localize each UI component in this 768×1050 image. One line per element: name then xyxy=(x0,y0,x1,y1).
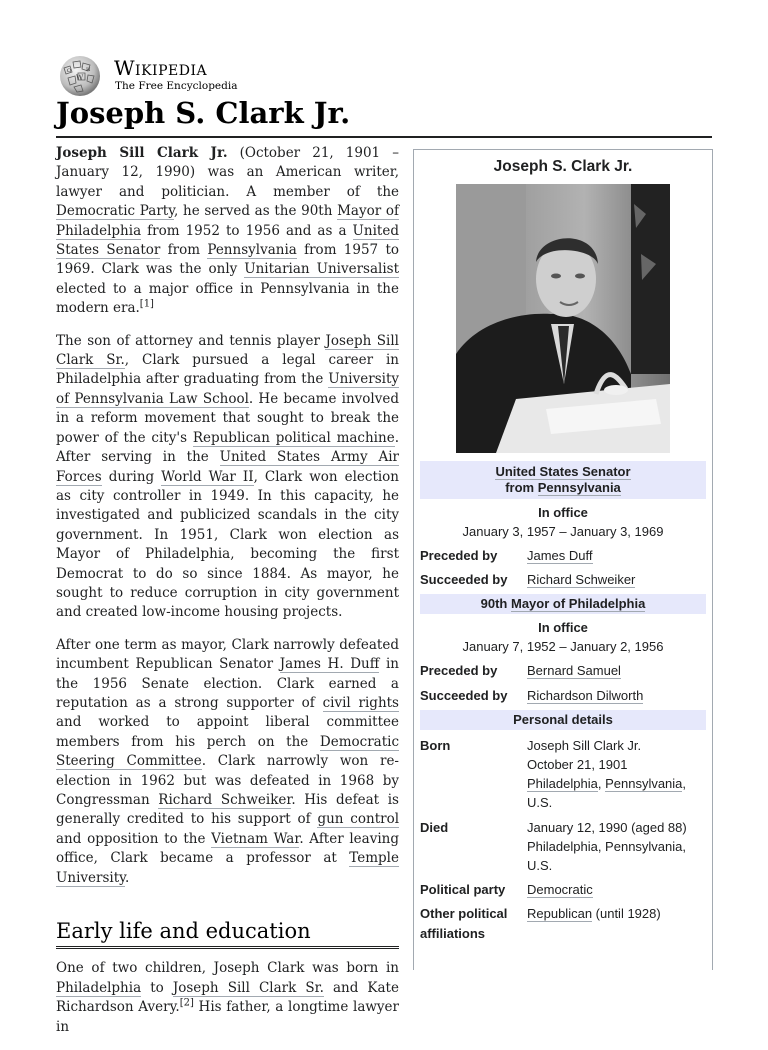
predecessor-link[interactable]: James Duff xyxy=(527,548,593,563)
article-paragraph: The son of attorney and tennis player Joseph Sill Clark Sr., Clark pursued a legal career in Philadelphia after graduating from the University of Pennsylvania Law School. He became involved in a reform movement that sought to break the power of the city's Republican political machine. After serving in the United States Army Air Forces during World War II, Clark won election as city controller in 1949. In this capacity, he investigated and publicized scandals in the city government. In 1951, Clark won election as Mayor of Philadelphia, becoming the first Democrat to do so since 1884. As mayor, he sought to reduce corruption in city government and created low-income housing projects. xyxy=(56,332,400,621)
title-divider xyxy=(56,136,712,138)
born-row xyxy=(420,736,706,813)
wiki-link[interactable]: gun control xyxy=(317,811,400,828)
wiki-link[interactable]: Philadelphia xyxy=(527,776,598,792)
page-title: Joseph S. Clark Jr. xyxy=(56,96,351,130)
wiki-link[interactable]: Pennsylvania xyxy=(537,480,621,495)
subject-name: Joseph Sill Clark Jr. xyxy=(56,145,228,161)
succeeded-label: Succeeded by xyxy=(420,572,508,588)
party-row xyxy=(420,880,706,899)
office-band-mayor: 90th Mayor of Philadelphia xyxy=(420,594,706,614)
site-header xyxy=(56,54,356,98)
wiki-link[interactable]: United States Senator xyxy=(495,464,631,479)
other-affiliations-row xyxy=(420,904,706,942)
wiki-link[interactable]: World War II xyxy=(161,468,254,485)
office-band-senator: United States Senator from Pennsylvania xyxy=(420,461,706,499)
wiki-link[interactable]: Temple University xyxy=(56,850,399,886)
wikipedia-tagline: The Free Encyclopedia xyxy=(115,80,238,92)
died-value: January 12, 1990 (aged 88) Philadelphia, Pennsylvania, U.S. xyxy=(527,819,687,874)
other-affiliations-label: Other political affiliations xyxy=(420,906,508,941)
citation-link[interactable]: [1] xyxy=(139,298,154,310)
successor-link[interactable]: Richard Schweiker xyxy=(527,572,636,588)
article-body xyxy=(56,144,399,1050)
wiki-link[interactable]: Democratic Party xyxy=(56,203,175,220)
preceded-row xyxy=(420,546,706,565)
wiki-link[interactable]: United States Senator xyxy=(56,222,399,259)
died-row xyxy=(420,818,706,876)
wikipedia-globe-icon[interactable] xyxy=(56,54,104,98)
svg-text:W: W xyxy=(76,74,84,82)
born-label: Born xyxy=(420,737,451,753)
infobox-title: Joseph S. Clark Jr. xyxy=(493,158,633,175)
citation-link[interactable]: [2] xyxy=(179,997,194,1009)
succeeded-row xyxy=(420,686,706,705)
party-label: Political party xyxy=(420,882,506,898)
wiki-link[interactable]: civil rights xyxy=(322,694,399,711)
wiki-link[interactable]: University of Pennsylvania Law School xyxy=(56,371,399,407)
in-office-label: In office xyxy=(538,505,588,520)
wiki-link[interactable]: James H. Duff xyxy=(279,656,380,673)
preceded-label: Preceded by xyxy=(420,663,498,679)
preceded-row xyxy=(420,661,706,680)
born-value: Joseph Sill Clark Jr. October 21, 1901 Philadelphia, Pennsylvania, U.S. xyxy=(527,737,687,811)
died-label: Died xyxy=(420,819,449,835)
succeeded-row xyxy=(420,570,706,589)
section-heading: Early life and education xyxy=(56,922,399,949)
wiki-link[interactable]: Mayor of Philadelphia xyxy=(56,203,399,239)
portrait-photo xyxy=(456,184,670,453)
wiki-link[interactable]: Pennsylvania xyxy=(605,776,683,792)
party-link[interactable]: Democratic xyxy=(527,882,593,898)
svg-text:И: И xyxy=(86,67,91,73)
predecessor-link[interactable]: Bernard Samuel xyxy=(527,663,621,679)
in-office-label: In office xyxy=(538,620,588,636)
wiki-link[interactable]: Joseph Sill Clark Sr. xyxy=(172,979,324,996)
wiki-link[interactable]: Vietnam War xyxy=(211,830,300,847)
svg-text:Ω: Ω xyxy=(67,68,72,74)
term-dates: January 3, 1957 – January 3, 1969 xyxy=(462,524,664,539)
infobox xyxy=(413,149,713,970)
wiki-link[interactable]: Philadelphia xyxy=(56,979,142,996)
article-paragraph: After one term as mayor, Clark narrowly defeated incumbent Republican Senator James H. Duff in the 1956 Senate election. Clark earned a reputation as a strong supporter of civil rights and worked to appoint liberal committee members from his perch on the Democratic Steering Committee. Clark narrowly won re-election in 1962 but was defeated in 1968 by Congressman Richard Schweiker. His defeat is generally credited to his support of gun control and opposition to the Vietnam War. After leaving office, Clark became a professor at Temple University. xyxy=(56,636,400,886)
wiki-link[interactable]: Pennsylvania xyxy=(207,242,297,259)
wiki-link[interactable]: Republican xyxy=(527,906,593,922)
wiki-link[interactable]: United States Army Air Forces xyxy=(56,449,399,485)
successor-link[interactable]: Richardson Dilworth xyxy=(527,687,644,703)
preceded-label: Preceded by xyxy=(420,548,498,563)
wiki-link[interactable]: Mayor of Philadelphia xyxy=(510,596,646,612)
citation xyxy=(140,299,154,310)
term-dates: January 7, 1952 – January 2, 1956 xyxy=(462,639,664,655)
wiki-link[interactable]: Joseph Sill Clark Sr. xyxy=(56,332,399,369)
wiki-link[interactable]: Republican political machine xyxy=(192,429,395,446)
article-paragraph: One of two children, Joseph Clark was born in Philadelphia to Joseph Sill Clark Sr. and Kate Richardson Avery.[2] His father, a longtime lawyer in xyxy=(56,960,399,1035)
personal-details-band: Personal details xyxy=(420,710,706,730)
succeeded-label: Succeeded by xyxy=(420,687,508,703)
other-affiliations-value: Republican (until 1928) xyxy=(527,906,661,922)
wikipedia-wordmark[interactable]: Wikipedia xyxy=(114,56,208,80)
citation xyxy=(180,998,194,1009)
wiki-link[interactable]: Richard Schweiker xyxy=(158,792,292,808)
article-paragraph: Joseph Sill Clark Jr. (October 21, 1901 – January 12, 1990) was an American writer, lawyer and politician. A member of the Democratic Party, he served as the 90th Mayor of Philadelphia from 1952 to 1956 and as a United States Senator from Pennsylvania from 1957 to 1969. Clark was the only Unitarian Universalist elected to a major office in Pennsylvania in the modern era.[1] xyxy=(56,145,400,317)
wiki-link[interactable]: Unitarian Universalist xyxy=(244,261,400,278)
wiki-link[interactable]: Democratic Steering Committee xyxy=(56,733,399,770)
